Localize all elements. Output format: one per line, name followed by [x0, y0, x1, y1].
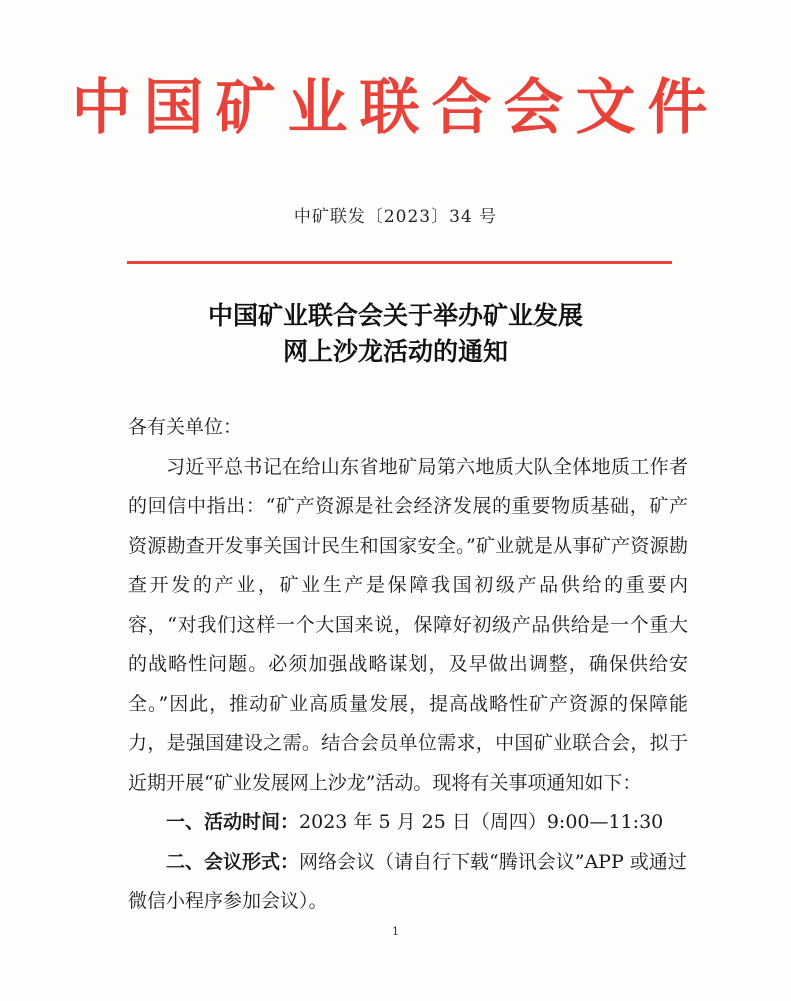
page-number: 1	[392, 925, 399, 938]
item-label: 一、活动时间：	[166, 811, 300, 833]
document-masthead: 中国矿业联合会文件	[71, 73, 720, 143]
item-activity-time	[128, 803, 688, 843]
notice-title-line-1: 中国矿业联合会关于举办矿业发展	[207, 301, 583, 330]
document-number: 中矿联发〔2023〕34 号	[293, 207, 498, 227]
body-paragraph: 习近平总书记在给山东省地矿局第六地质大队全体地质工作者的回信中指出：“矿产资源是社会经济发展的重要物质基础，矿产资源勘查开发事关国计民生和国家安全。”矿业就是从事矿产资源勘查开发的产业，矿业生产是保障我国初级产品供给的重要内容，“对我们这样一个大国来说，保障好初级产品供给是一个重大的战略性问题。必须加强战略谋划，及早做出调整，确保供给安全。”因此，推动矿业高质量发展，提高战略性矿产资源的保障能力，是强国建设之需。结合会员单位需求，中国矿业联合会，拟于近期开展“矿业发展网上沙龙”活动。现将有关事项通知如下：	[128, 455, 688, 794]
item-text: 网络会议（请自行下载“腾讯会议”APP 或通过微信小程序参加会议）。	[128, 850, 687, 912]
notice-title	[0, 298, 791, 370]
item-meeting-format	[128, 843, 688, 922]
notice-body	[128, 408, 688, 922]
item-text: 2023 年 5 月 25 日（周四）9:00—11:30	[299, 811, 664, 833]
item-label: 二、会议形式：	[166, 850, 300, 873]
salutation: 各有关单位：	[128, 416, 243, 438]
notice-title-line-2: 网上沙龙活动的通知	[282, 337, 508, 366]
red-divider-line	[127, 261, 672, 264]
